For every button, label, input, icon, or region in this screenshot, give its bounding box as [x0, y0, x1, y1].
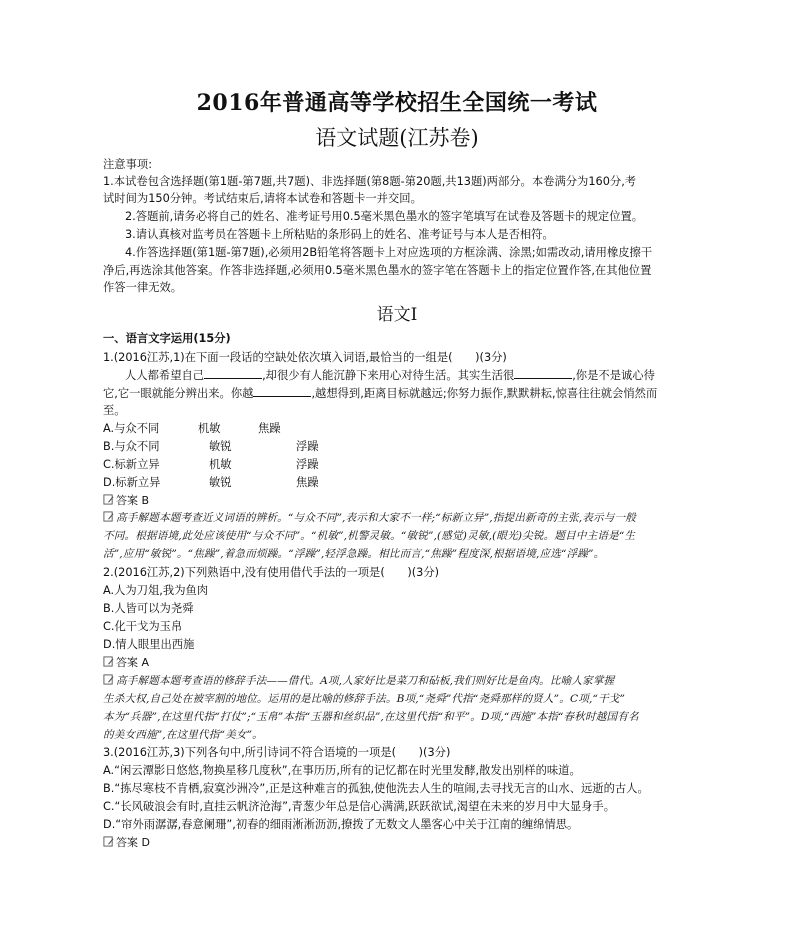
- answer-icon: [103, 656, 114, 667]
- option-row-c: C.标新立异 机敏 浮躁: [103, 458, 319, 471]
- question-3-stem: 3.(2016江苏,3)下列各句中,所引诗词不符合语境的一项是( )(3分): [103, 746, 451, 759]
- note-2: 2.答题前,请务必将自己的姓名、准考证号用0.5毫米黑色墨水的签字笔填写在试卷及答题卡的规定位置。: [125, 210, 644, 223]
- option-row-a: A.与众不同 机敏 焦躁: [103, 422, 281, 435]
- note-4-line-3: 作答一律无效。: [103, 281, 183, 294]
- explanation-line: 生杀大权,自己处在被宰割的地位。运用的是比喻的修辞手法。B项,“尧舜”代指“尧舜那样的贤人”。C项,“干戈”: [103, 693, 626, 705]
- option-c: C.化干戈为玉帛: [103, 620, 183, 633]
- explanation-line: 本为“兵器”,在这里代指“打仗”;“玉帛”本指“玉器和丝织品”,在这里代指“和平”。D项,“西施”本指“春秋时越国有名: [103, 711, 639, 723]
- explanation-icon: [103, 511, 114, 522]
- option-c: C.“长风破浪会有时,直挂云帆济沧海”,青葱少年总是信心满满,跃跃欲试,渴望在未来的岁月中大显身手。: [103, 800, 616, 813]
- note-1-line-1: 1.本试卷包含选择题(第1题-第7题,共7题)、非选择题(第8题-第20题,共13题)两部分。本卷满分为160分,考: [103, 175, 637, 188]
- answer-line: 答案 B: [103, 493, 149, 509]
- option-d: D.“帘外雨潺潺,春意阑珊”,初春的细雨淅淅沥沥,撩拨了无数文人墨客心中关于江南的缠绵情思。: [103, 818, 579, 831]
- section-heading: 语文Ⅰ: [376, 305, 418, 325]
- note-4-line-2: 净后,再选涂其他答案。作答非选择题,必须用0.5毫米黑色墨水的签字笔在答题卡上的指定位置作答,在其他位置: [103, 264, 652, 277]
- question-1-passage-line-2: 它,它一眼就能分辨出来。你越 ,越想得到,距离目标就越远;你努力振作,默默耕耘,惊喜往往就会悄然而: [103, 387, 658, 400]
- answer-blank: [514, 367, 572, 379]
- question-1-passage-line-1: 人人都希望自己 ,却很少有人能沉静下来用心对待生活。其实生活很 ,你是不是诚心待: [125, 369, 655, 382]
- notes-heading: 注意事项:: [103, 158, 152, 171]
- option-a: A.人为刀俎,我为鱼肉: [103, 584, 209, 597]
- note-3: 3.请认真核对监考员在答题卡上所粘贴的条形码上的姓名、准考证号与本人是否相符。: [125, 228, 554, 241]
- option-row-b: B.与众不同 敏锐 浮躁: [103, 440, 319, 453]
- question-1-passage-line-3: 至。: [103, 404, 126, 417]
- option-b: B.“拣尽寒枝不肯栖,寂寞沙洲冷”,正是这种难言的孤独,使他洗去人生的喧闹,去寻找无言的山水、远逝的古人。: [103, 782, 649, 795]
- option-d: D.情人眼里出西施: [103, 638, 195, 651]
- explanation-line: 的美女西施”,在这里代指“美女”。: [103, 729, 263, 741]
- answer-line: 答案 D: [103, 835, 150, 851]
- option-a: A.“闲云潭影日悠悠,物换星移几度秋”,在事历历,所有的记忆都在时光里发酵,散发出别样的味道。: [103, 764, 581, 777]
- exam-subtitle: 语文试题(江苏卷): [315, 126, 479, 150]
- explanation-line: 活”,应用“敏锐”。“焦躁”,着急而烦躁。“浮躁”,轻浮急躁。相比而言,“焦躁”程度深,根据语境,应选“浮躁”。: [103, 548, 605, 560]
- answer-icon: [103, 836, 114, 847]
- explanation-line: 高手解题本题考查近义词语的辨析。“与众不同”,表示和大家不一样;“标新立异”,指提出新奇的主张,表示与一般: [103, 510, 636, 526]
- note-1-line-2: 试时间为150分钟。考试结束后,请将本试卷和答题卡一并交回。: [103, 192, 422, 205]
- part-heading: 一、语言文字运用(15分): [103, 332, 231, 345]
- question-2-stem: 2.(2016江苏,2)下列熟语中,没有使用借代手法的一项是( )(3分): [103, 566, 440, 579]
- explanation-line: 不同。根据语境,此处应该使用“与众不同”。“机敏”,机警灵敏。“敏锐”,(感觉)灵敏,(眼光)尖锐。题目中主语是“生: [103, 530, 636, 542]
- answer-blank: [253, 385, 311, 397]
- question-1-stem: 1.(2016江苏,1)在下面一段话的空缺处依次填入词语,最恰当的一组是( )(3分): [103, 351, 507, 364]
- exam-title: 2016年普通高等学校招生全国统一考试: [196, 90, 598, 116]
- note-4-line-1: 4.作答选择题(第1题-第7题),必须用2B铅笔将答题卡上对应选项的方框涂满、涂黑;如需改动,请用橡皮擦干: [125, 246, 653, 259]
- answer-line: 答案 A: [103, 655, 149, 671]
- answer-icon: [103, 494, 114, 505]
- explanation-line: 高手解题本题考查语的修辞手法——借代。A项,人家好比是菜刀和砧板,我们则好比是鱼肉。比喻人家掌握: [103, 673, 614, 689]
- explanation-icon: [103, 674, 114, 685]
- answer-blank: [204, 367, 262, 379]
- option-row-d: D.标新立异 敏锐 焦躁: [103, 476, 319, 489]
- option-b: B.人皆可以为尧舜: [103, 602, 194, 615]
